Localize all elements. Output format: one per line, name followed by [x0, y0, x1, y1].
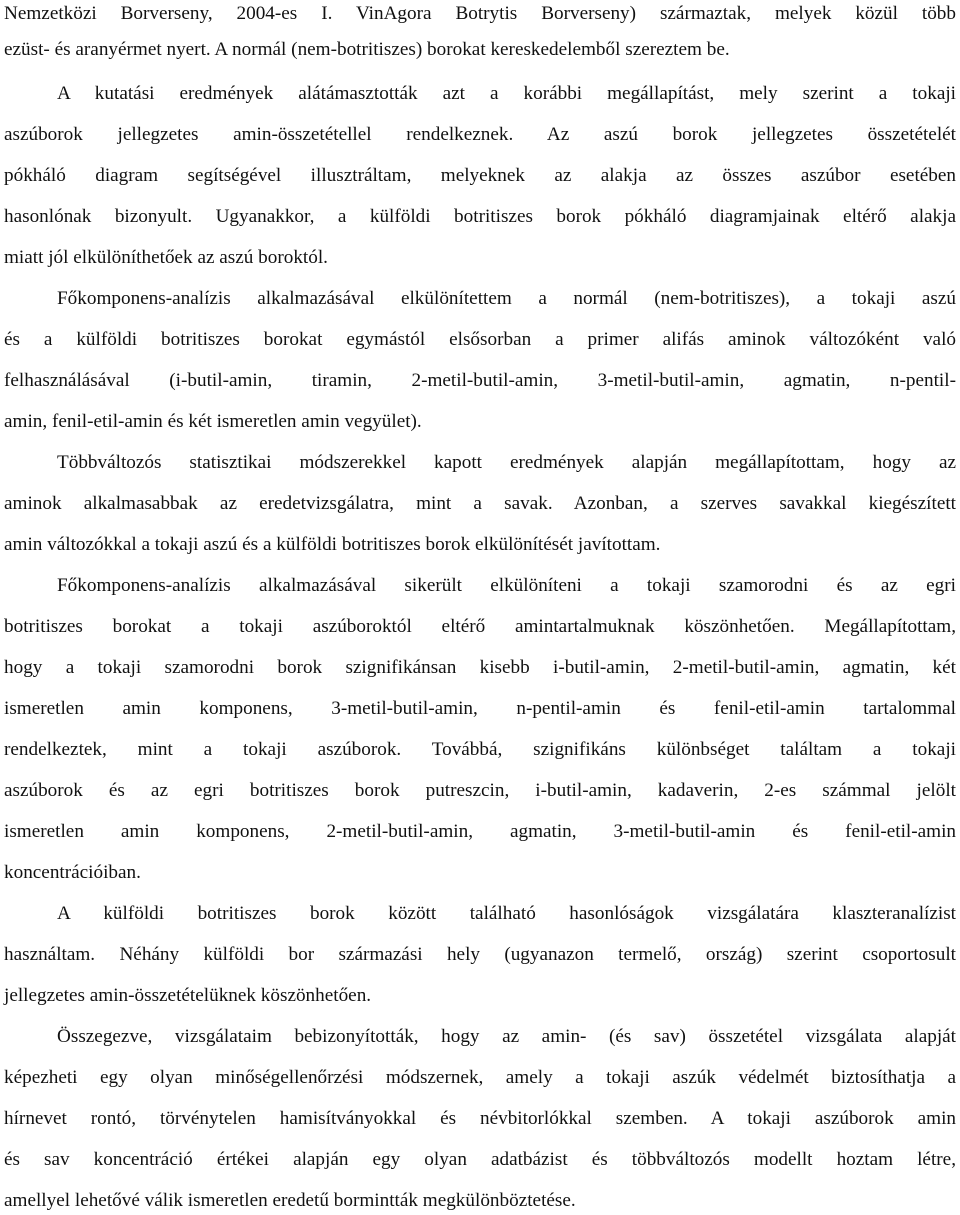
text-line: felhasználásával (i-butil-amin, tiramin, 2-metil-butil-amin, 3-metil-butil-amin, agmatin, n-pentil- — [4, 370, 956, 391]
text-line: és a külföldi botritiszes borokat egymástól elsősorban a primer alifás aminok változóként való — [4, 329, 956, 350]
text-line: képezheti egy olyan minőségellenőrzési módszernek, amely a tokaji aszúk védelmét biztosíthatja a — [4, 1067, 956, 1088]
text-line: hasonlónak bizonyult. Ugyanakkor, a külföldi botritiszes borok pókháló diagramjainak eltérő alakja — [4, 206, 956, 227]
text-line: Főkomponens-analízis alkalmazásával elkülönítettem a normál (nem-botritiszes), a tokaji aszú — [57, 288, 956, 309]
text-line: rendelkeztek, mint a tokaji aszúborok. Továbbá, szignifikáns különbséget találtam a tokaji — [4, 739, 956, 760]
text-line: amin, fenil-etil-amin és két ismeretlen amin vegyület). — [4, 411, 422, 432]
text-line: hogy a tokaji szamorodni borok szignifikánsan kisebb i-butil-amin, 2-metil-butil-amin, agmatin, két — [4, 657, 956, 678]
text-line: és sav koncentráció értékei alapján egy olyan adatbázist és többváltozós modellt hoztam létre, — [4, 1149, 956, 1170]
text-line: ismeretlen amin komponens, 2-metil-butil-amin, agmatin, 3-metil-butil-amin és fenil-etil-amin — [4, 821, 956, 842]
text-line: Főkomponens-analízis alkalmazásával sikerült elkülöníteni a tokaji szamorodni és az egri — [57, 575, 956, 596]
text-line: Nemzetközi Borverseny, 2004-es I. VinAgora Botrytis Borverseny) származtak, melyek közül több — [4, 3, 956, 24]
text-line: ismeretlen amin komponens, 3-metil-butil-amin, n-pentil-amin és fenil-etil-amin tartalommal — [4, 698, 956, 719]
text-line: jellegzetes amin-összetételüknek köszönhetően. — [4, 985, 372, 1006]
text-line: aminok alkalmasabbak az eredetvizsgálatra, mint a savak. Azonban, a szerves savakkal kiegészített — [4, 493, 956, 514]
text-line: amin változókkal a tokaji aszú és a külföldi botritiszes borok elkülönítését javítottam. — [4, 534, 661, 555]
text-line: aszúborok és az egri botritiszes borok putreszcin, i-butil-amin, kadaverin, 2-es számmal jelölt — [4, 780, 956, 801]
text-line: botritiszes borokat a tokaji aszúboroktól eltérő amintartalmuknak köszönhetően. Megállapítottam, — [4, 616, 956, 637]
text-line: amellyel lehetővé válik ismeretlen eredetű bormintták megkülönböztetése. — [4, 1190, 576, 1211]
text-line: miatt jól elkülöníthetőek az aszú boroktól. — [4, 247, 328, 268]
text-line: Többváltozós statisztikai módszerekkel kapott eredmények alapján megállapítottam, hogy az — [57, 452, 956, 473]
text-line: használtam. Néhány külföldi bor származási hely (ugyanazon termelő, ország) szerint csoportosult — [4, 944, 956, 965]
text-line: hírnevet rontó, törvénytelen hamisítványokkal és névbitorlókkal szemben. A tokaji aszúborok amin — [4, 1108, 956, 1129]
text-line: Összegezve, vizsgálataim bebizonyították, hogy az amin- (és sav) összetétel vizsgálata alapját — [57, 1026, 956, 1047]
text-line: pókháló diagram segítségével illusztráltam, melyeknek az alakja az összes aszúbor esetében — [4, 165, 956, 186]
text-line: A kutatási eredmények alátámasztották azt a korábbi megállapítást, mely szerint a tokaji — [57, 83, 956, 104]
text-line: A külföldi botritiszes borok között található hasonlóságok vizsgálatára klaszteranalízist — [57, 903, 956, 924]
text-line: koncentrációiban. — [4, 862, 141, 883]
text-line: ezüst- és aranyérmet nyert. A normál (nem-botritiszes) borokat kereskedelemből szereztem be. — [4, 39, 730, 60]
text-line: aszúborok jellegzetes amin-összetétellel rendelkeznek. Az aszú borok jellegzetes összetételét — [4, 124, 956, 145]
